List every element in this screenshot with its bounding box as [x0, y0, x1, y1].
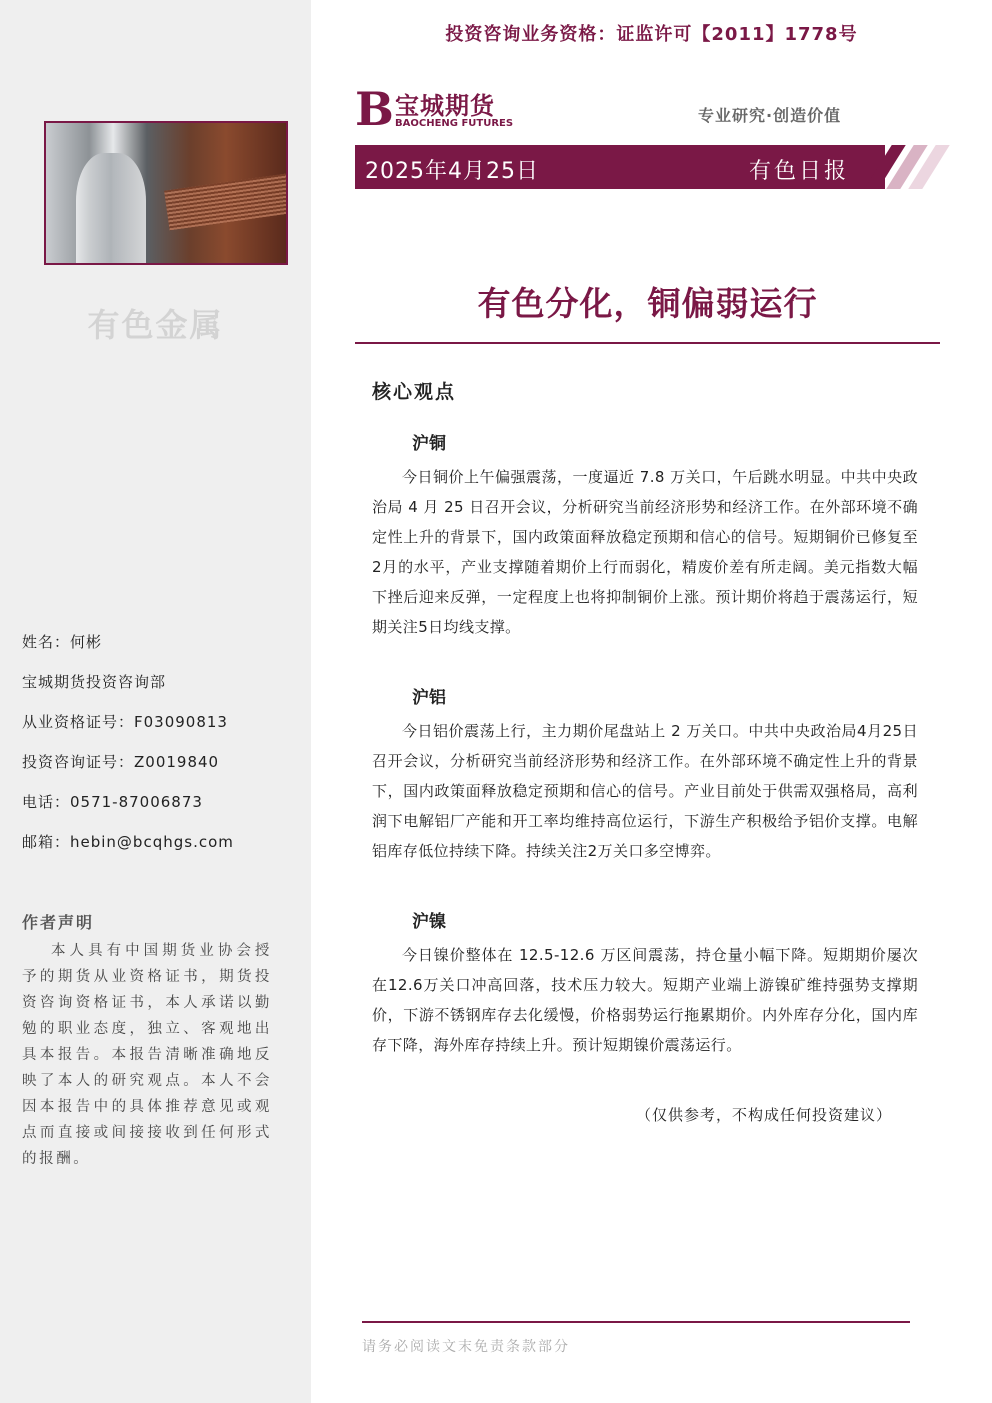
analyst-phone: 电话：0571-87006873 — [22, 793, 203, 811]
section-title-aluminum: 沪铝 — [412, 688, 446, 708]
cover-photo — [44, 121, 288, 265]
declaration-title: 作者声明 — [22, 913, 95, 932]
analyst-department: 宝城期货投资咨询部 — [22, 673, 167, 691]
sector-label: 有色金属 — [87, 306, 224, 344]
logo-mark-icon: B — [355, 82, 394, 136]
analyst-name: 姓名：何彬 — [22, 633, 103, 651]
company-logo — [355, 82, 525, 136]
date-banner — [355, 145, 885, 189]
consulting-license: 投资咨询证号：Z0019840 — [22, 753, 220, 771]
qualification-line: 投资咨询业务资格：证监许可【2011】1778号 — [445, 24, 858, 45]
section-title-nickel: 沪镍 — [412, 912, 446, 932]
logo-chinese-name: 宝城期货 — [395, 92, 495, 120]
declaration-body: 本人具有中国期货业协会授予的期货从业资格证书，期货投资咨询资格证书，本人承诺以勤勉的职业态度，独立、客观地出具本报告。本报告清晰准确地反映了本人的研究观点。本人不会因本报告中的具体推荐意见或观点而直接或间接接收到任何形式的报酬。 — [22, 943, 272, 1167]
section-body-copper: 今日铜价上午偏强震荡，一度逼近 7.8 万关口，午后跳水明显。中共中央政治局 4 月 25 日召开会议，分析研究当前经济形势和经济工作。在外部环境不确定性上升的背景下，国内政策面释放稳定预期和信心的信号。短期铜价已修复至2月的水平，产业支撑随着期价上行而弱化，精废价差有所走阔。美元指数大幅下挫后迎来反弹，一定程度上也将抑制铜价上涨。预计期价将趋于震荡运行，短期关注5日均线支撑。 — [372, 468, 918, 636]
photo-copper-coil — [164, 166, 288, 231]
core-view-title: 核心观点 — [372, 381, 457, 403]
slogan: 专业研究·创造价值 — [698, 106, 842, 125]
headline-divider — [355, 342, 940, 344]
left-sidebar — [0, 0, 311, 1403]
photo-metal-cylinder — [76, 153, 146, 265]
report-type: 有色日报 — [748, 159, 849, 184]
report-date: 2025年4月25日 — [365, 159, 539, 184]
analyst-email[interactable]: 邮箱：hebin@bcqhgs.com — [22, 833, 234, 851]
section-body-aluminum: 今日铝价震荡上行，主力期价尾盘站上 2 万关口。中共中央政治局4月25日召开会议，分析研究当前经济形势和经济工作。在外部环境不确定性上升的背景下，国内政策面释放稳定预期和信心的信号。产业目前处于供需双强格局，高利润下电解铝厂产能和开工率均维持高位运行，下游生产积极给予铝价支撑。电解铝库存低位持续下降。持续关注2万关口多空博弈。 — [372, 722, 918, 860]
footer-divider — [362, 1321, 910, 1323]
report-headline: 有色分化，铜偏弱运行 — [477, 284, 818, 323]
footer-disclaimer-link[interactable]: 请务必阅读文末免责条款部分 — [362, 1339, 570, 1355]
reference-only-note: （仅供参考，不构成任何投资建议） — [636, 1106, 893, 1124]
logo-english-name: BAOCHENG FUTURES — [395, 118, 514, 129]
section-body-nickel: 今日镍价整体在 12.5-12.6 万区间震荡，持仓量小幅下降。短期期价屡次在12.6万关口冲高回落，技术压力较大。短期产业端上游镍矿维持强势支撑期价，下游不锈钢库存去化缓慢，价格弱势运行拖累期价。内外库存分化，国内库存下降，海外库存持续上升。预计短期镍价震荡运行。 — [372, 946, 918, 1054]
practice-license: 从业资格证号：F03090813 — [22, 713, 228, 731]
section-title-copper: 沪铜 — [412, 434, 446, 454]
analyst-contact — [22, 630, 234, 870]
